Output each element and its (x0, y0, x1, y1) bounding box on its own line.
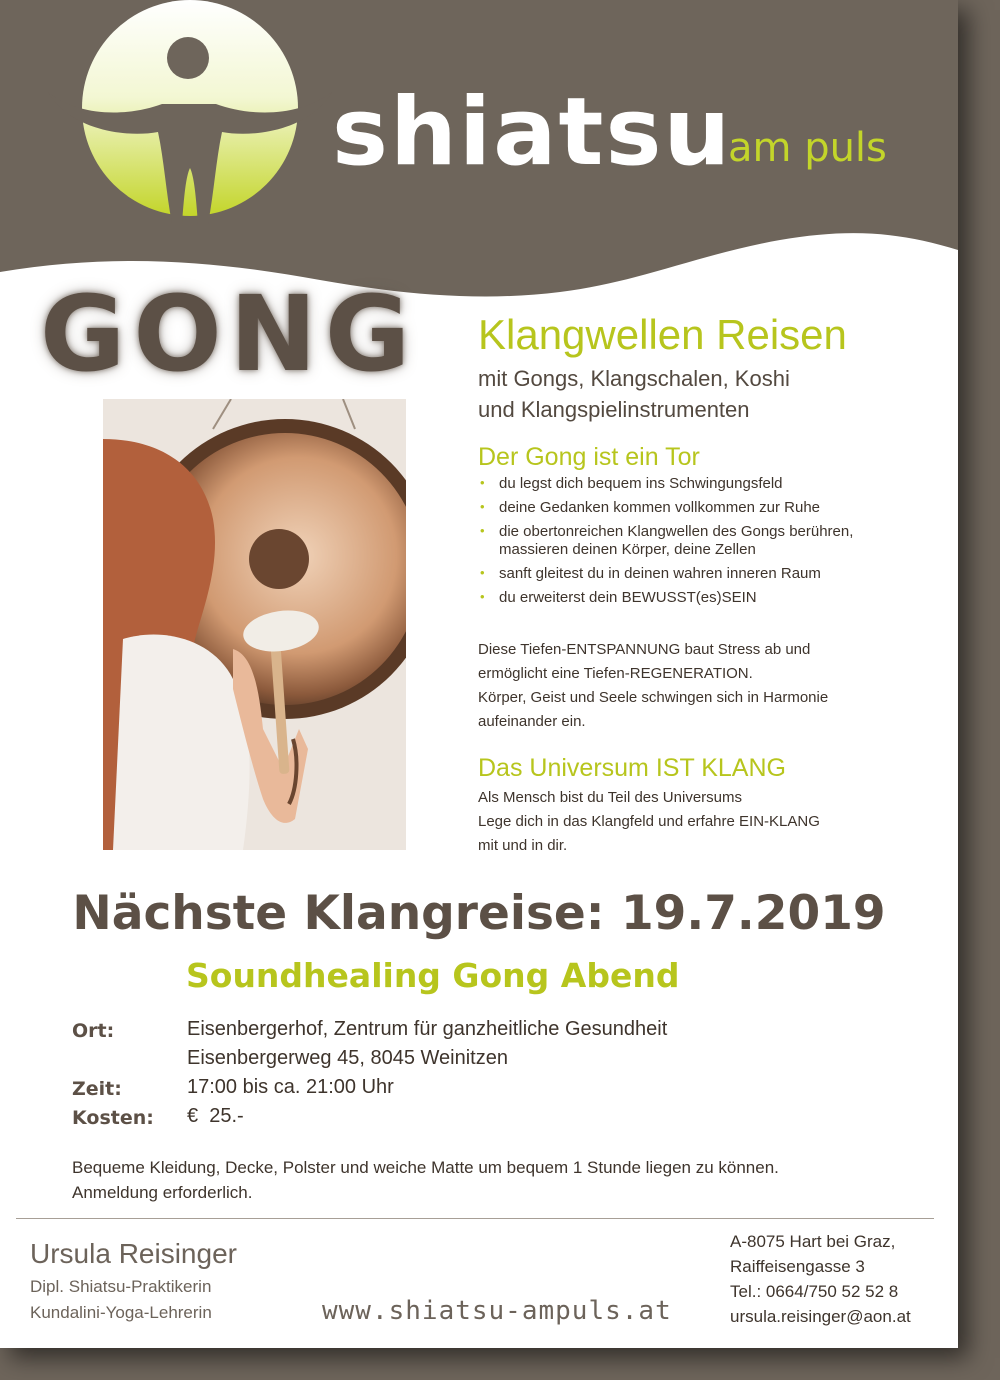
bullet-icon: • (480, 475, 485, 490)
main-subtitle (478, 364, 898, 426)
bullet-icon: • (480, 565, 485, 580)
logo-word: shiatsu (332, 78, 733, 187)
subtitle-line: und Klangspielinstrumenten (478, 396, 750, 422)
bullet-icon: • (480, 499, 485, 514)
kosten-value: € 25.- (187, 1105, 244, 1127)
list-item: • die obertonreichen Klangwellen des Gongs berühren, massieren deinen Körper, deine Zellen (480, 523, 854, 558)
divider (16, 1218, 934, 1219)
bullet-icon: • (480, 589, 485, 604)
universe-paragraph: Als Mensch bist du Teil des Universums Lege dich in das Klangfeld und erfahre EIN-KLANG mit und in dir. (478, 789, 820, 854)
contact-role-shiatsu: Dipl. Shiatsu-Praktikerin (30, 1277, 212, 1296)
email-link[interactable]: ursula.reisinger@aon.at (730, 1307, 911, 1326)
event-date-headline: Nächste Klangreise: 19.7.2019 (72, 886, 886, 941)
bullet-list (478, 475, 918, 613)
section-title-universe: Das Universum IST KLANG (478, 754, 786, 782)
ort-label: Ort: (72, 1020, 115, 1042)
event-title: Soundhealing Gong Abend (186, 956, 680, 995)
phone-number: Tel.: 0664/750 52 52 8 (730, 1282, 899, 1301)
relaxation-paragraph: Diese Tiefen-ENTSPANNUNG baut Stress ab und ermöglicht eine Tiefen-REGENERATION. Körper, Geist und Seele schwingen sich in Harmonie aufeinander ein. (478, 641, 829, 730)
address-line2: Raiffeisengasse 3 (730, 1257, 865, 1276)
address-line1: A-8075 Hart bei Graz, (730, 1232, 896, 1251)
ort-line2: Eisenbergerweg 45, 8045 Weinitzen (187, 1047, 508, 1069)
note-line2: Anmeldung erforderlich. (72, 1183, 253, 1202)
list-item: • deine Gedanken kommen vollkommen zur Ruhe (480, 499, 820, 516)
zeit-value: 17:00 bis ca. 21:00 Uhr (187, 1076, 394, 1098)
note-line1: Bequeme Kleidung, Decke, Polster und weiche Matte um bequem 1 Stunde liegen zu können. (72, 1158, 779, 1177)
gong-photo (103, 399, 406, 850)
website-link[interactable]: www.shiatsu-ampuls.at (322, 1296, 672, 1326)
main-title: Klangwellen Reisen (478, 311, 847, 358)
gong-illustration-icon (103, 399, 406, 850)
section-title-gong: Der Gong ist ein Tor (478, 443, 700, 471)
subtitle-line: mit Gongs, Klangschalen, Koshi (478, 366, 790, 391)
list-item: • du legst dich bequem ins Schwingungsfeld (480, 475, 783, 492)
contact-role-yoga: Kundalini-Yoga-Lehrerin (30, 1303, 212, 1322)
bullet-icon: • (480, 523, 485, 538)
logo-figure-icon (40, 0, 340, 236)
list-item: • du erweiterst dein BEWUSST(es)SEIN (480, 589, 757, 606)
list-item: • sanft gleitest du in deinen wahren inneren Raum (480, 565, 821, 582)
gong-heading: GONG (40, 273, 419, 395)
zeit-label: Zeit: (72, 1078, 122, 1100)
kosten-label: Kosten: (72, 1107, 154, 1129)
logo-tagline: am puls (728, 125, 887, 171)
ort-line1: Eisenbergerhof, Zentrum für ganzheitliche Gesundheit (187, 1018, 668, 1040)
contact-name: Ursula Reisinger (30, 1238, 237, 1269)
